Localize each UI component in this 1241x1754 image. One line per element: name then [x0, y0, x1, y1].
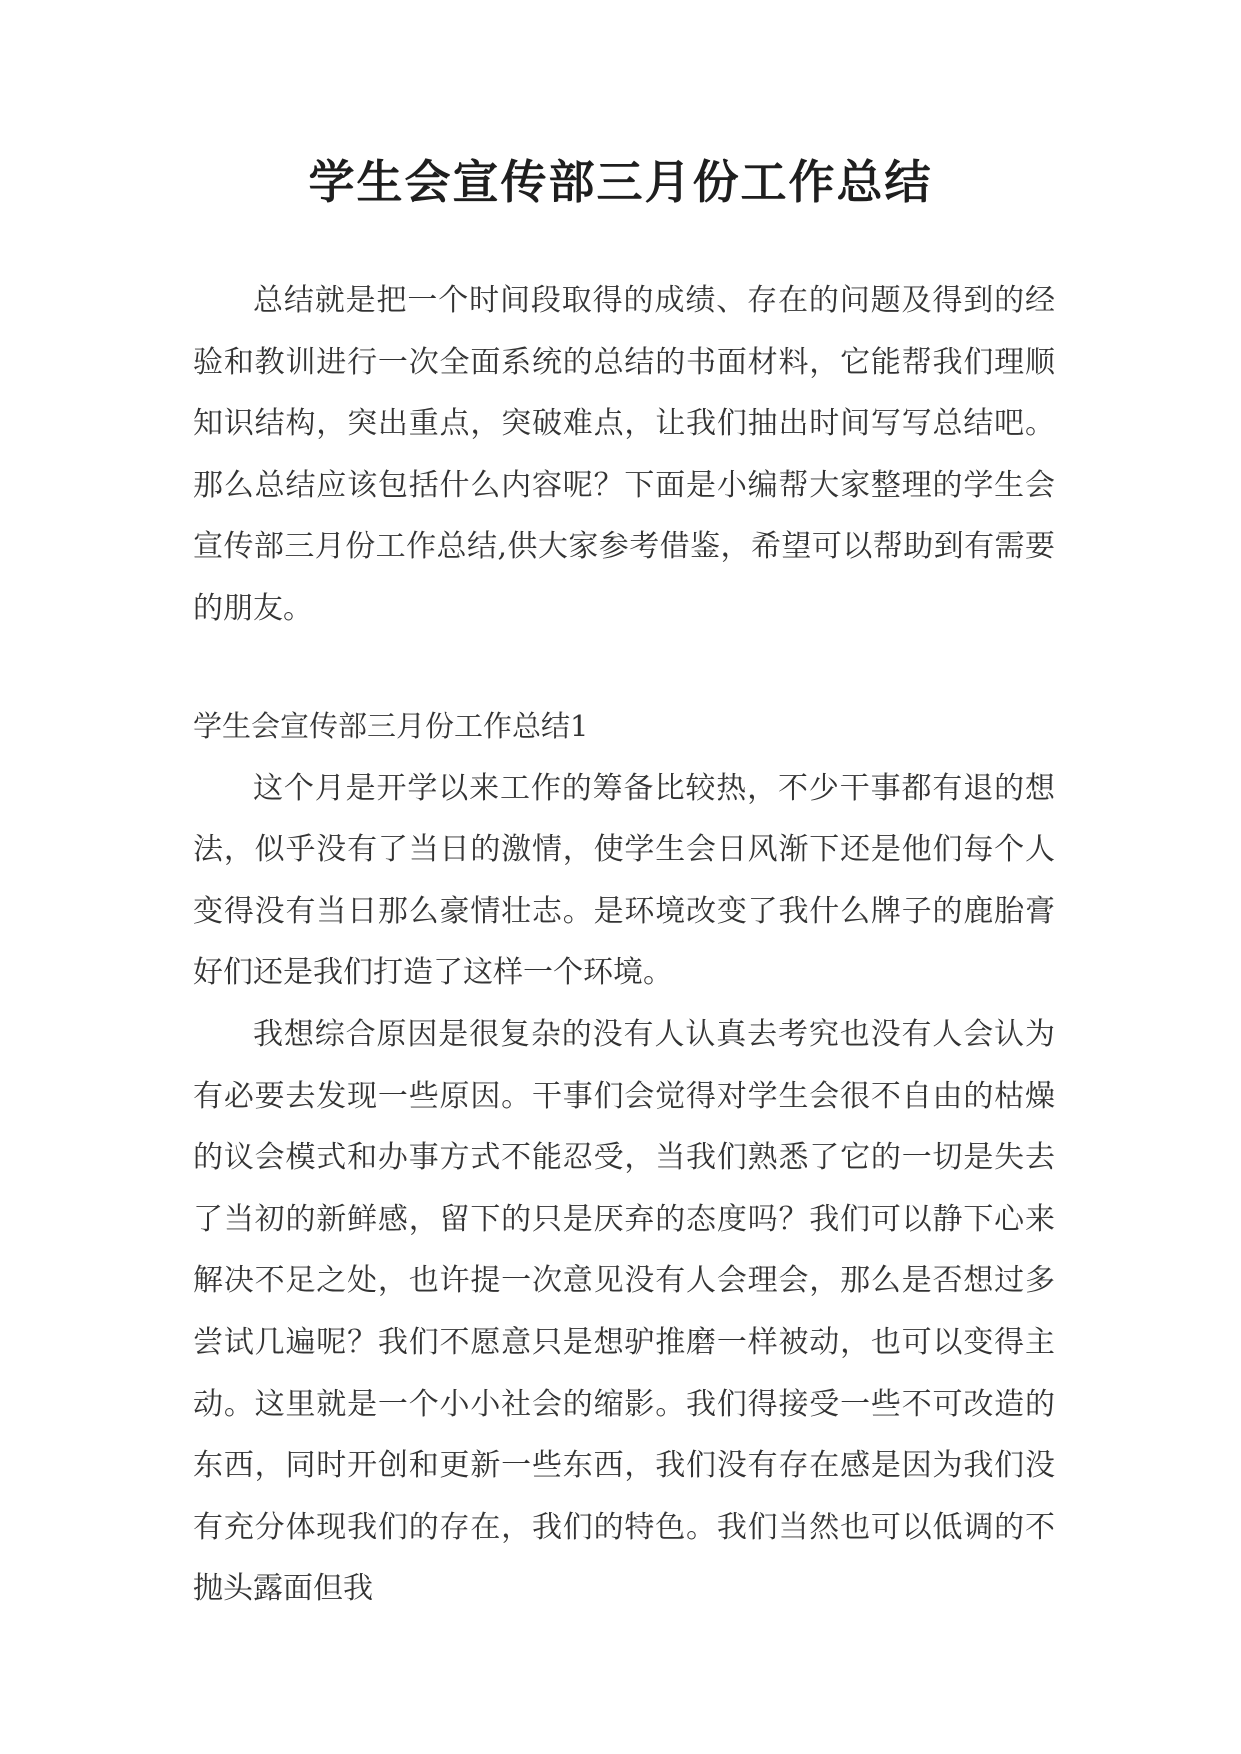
- section-heading: 学生会宣传部三月份工作总结1: [193, 709, 589, 743]
- body-paragraph: 我想综合原因是很复杂的没有人认真去考究也没有人会认为有必要去发现一些原因。干事们会觉得对学生会很不自由的枯燥的议会模式和办事方式不能忍受，当我们熟悉了它的一切是失去了当初的新鲜感，留下的只是厌弃的态度吗？我们可以静下心来解决不足之处，也许提一次意见没有人会理会，那么是否想过多尝试几遍呢？我们不愿意只是想驴推磨一样被动，也可以变得主动。这里就是一个小小社会的缩影。我们得接受一些不可改造的东西，同时开创和更新一些东西，我们没有存在感是因为我们没有充分体现我们的存在，我们的特色。我们当然也可以低调的不抛头露面但我: [193, 1016, 1055, 1607]
- intro-paragraph: 总结就是把一个时间段取得的成绩、存在的问题及得到的经验和教训进行一次全面系统的总结的书面材料，它能帮我们理顺知识结构，突出重点，突破难点，让我们抽出时间写写总结吧。那么总结应该包括什么内容呢？下面是小编帮大家整理的学生会宣传部三月份工作总结,供大家参考借鉴，希望可以帮助到有需要的朋友。: [193, 283, 1055, 626]
- intro-block: [193, 270, 1055, 640]
- document-title: 学生会宣传部三月份工作总结: [308, 155, 933, 209]
- body-paragraph: 这个月是开学以来工作的筹备比较热，不少干事都有退的想法，似乎没有了当日的激情，使学生会日风渐下还是他们每个人变得没有当日那么豪情壮志。是环境改变了我什么牌子的鹿胎膏好们还是我们打造了这样一个环境。: [193, 770, 1055, 991]
- section-1: [193, 696, 1055, 1620]
